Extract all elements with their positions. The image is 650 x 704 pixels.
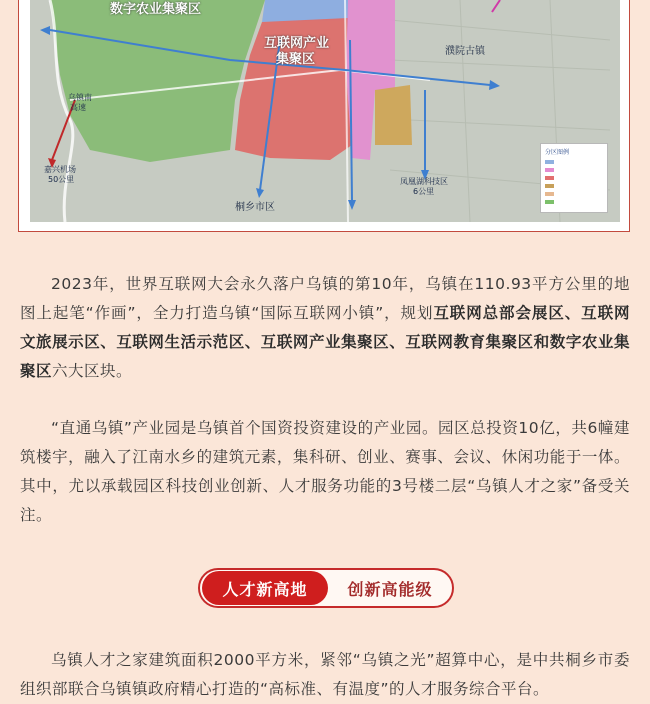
label-fenghuang-2: 6公里 bbox=[413, 187, 435, 196]
tab-talent-highland[interactable]: 人才新高地 bbox=[202, 571, 328, 605]
paragraph-six-zones bbox=[20, 270, 630, 386]
label-airport-2: 50公里 bbox=[48, 175, 75, 184]
legend-row bbox=[545, 198, 603, 206]
zone-label-internet-industry-1: 互联网产业 bbox=[264, 36, 330, 51]
legend-row bbox=[545, 174, 603, 182]
label-fenghuang-1: 凤凰湖科技区 bbox=[400, 177, 448, 186]
legend-row bbox=[545, 182, 603, 190]
section-tab-switcher bbox=[198, 568, 454, 608]
legend-swatch bbox=[545, 184, 554, 188]
paragraph-industrial-park: “直通乌镇”产业园是乌镇首个国资投资建设的产业园。园区总投资10亿，共6幢建筑楼宇，融入了江南水乡的建筑元素，集科研、创业、赛事、会议、休闲功能于一体。其中，尤以承载园区科技创业创新、人才服务功能的3号楼二层“乌镇人才之家”备受关注。 bbox=[20, 419, 630, 524]
legend-row bbox=[545, 158, 603, 166]
legend-swatch bbox=[545, 192, 554, 196]
planning-map bbox=[30, 0, 620, 222]
zone-label-digital-agri: 数字农业集聚区 bbox=[110, 2, 202, 17]
paragraph-text: 六大区块。 bbox=[52, 362, 133, 380]
label-airport-1: 嘉兴机场 bbox=[44, 165, 76, 174]
town-label-puyuan: 濮院古镇 bbox=[445, 46, 485, 57]
legend-swatch bbox=[545, 200, 554, 204]
map-legend bbox=[540, 143, 608, 213]
label-wuzhen-2: 高速 bbox=[70, 103, 86, 112]
legend-swatch bbox=[545, 168, 554, 172]
zone-label-internet-industry-2: 集聚区 bbox=[276, 52, 316, 67]
legend-row bbox=[545, 166, 603, 174]
legend-swatch bbox=[545, 176, 554, 180]
legend-row bbox=[545, 190, 603, 198]
legend-title: 分区图例 bbox=[545, 149, 570, 156]
town-label-tongxiang: 桐乡市区 bbox=[235, 202, 275, 213]
tab-innovation-energy[interactable]: 创新高能级 bbox=[347, 579, 433, 599]
paragraph-text: 2023年，世界互联网大会永久落户乌镇的第10年，乌镇在110.93平方公里的地图上起笔“作画”，全力打造乌镇“国际互联网小镇”，规划 bbox=[20, 275, 630, 322]
legend-swatch bbox=[545, 160, 554, 164]
label-wuzhen-1: 乌镇南 bbox=[68, 93, 92, 102]
paragraph-talent-home: 乌镇人才之家建筑面积2000平方米，紧邻“乌镇之光”超算中心，是中共桐乡市委组织部联合乌镇镇政府精心打造的“高标准、有温度”的人才服务综合平台。 bbox=[20, 651, 630, 698]
paragraph-bold-zones: 互联网总部会展区、互联网文旅展示区、互联网生活示范区、互联网产业集聚区、互联网教育集聚区和数字农业集聚区 bbox=[20, 304, 630, 380]
